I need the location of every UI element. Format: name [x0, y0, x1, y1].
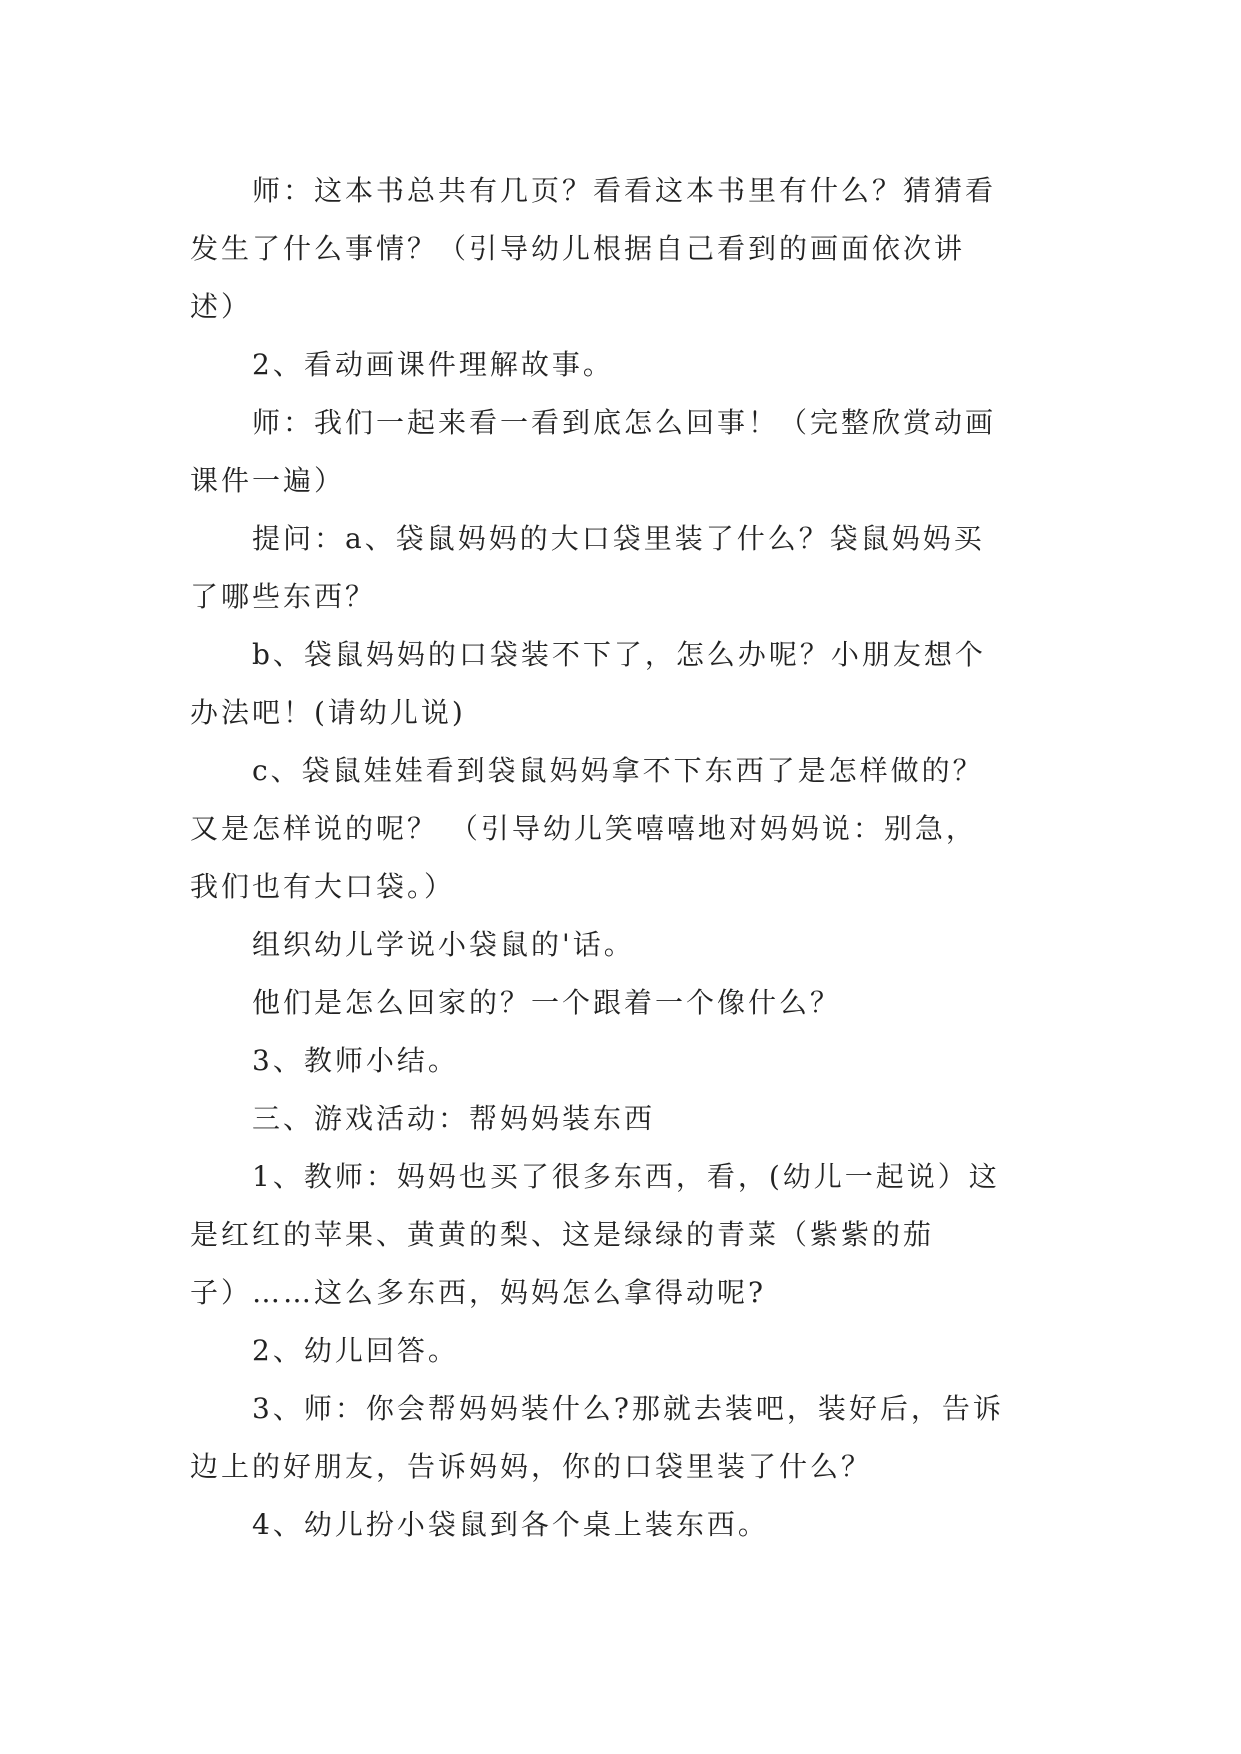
paragraph	[190, 974, 1052, 1032]
text-line: 1、教师：妈妈也买了很多东西，看，(幼儿一起说）这	[252, 1160, 1000, 1193]
text-line: 是红红的苹果、黄黄的梨、这是绿绿的青菜（紫紫的茄	[190, 1218, 935, 1251]
text-line: 4、幼儿扮小袋鼠到各个桌上装东西。	[252, 1508, 769, 1541]
text-line: 课件一遍）	[190, 464, 346, 497]
text-line: 发生了什么事情？（引导幼儿根据自己看到的画面依次讲	[190, 232, 966, 265]
text-line: b、袋鼠妈妈的口袋装不下了，怎么办呢？小朋友想个	[252, 638, 986, 671]
text-line: 师：这本书总共有几页？看看这本书里有什么？猜猜看	[252, 174, 997, 207]
text-line: 他们是怎么回家的？一个跟着一个像什么？	[252, 986, 842, 1019]
text-line: 3、师：你会帮妈妈装什么?那就去装吧，装好后，告诉	[252, 1392, 1004, 1425]
text-line: 述）	[190, 290, 253, 323]
text-line: c、袋鼠娃娃看到袋鼠妈妈拿不下东西了是怎样做的？	[252, 754, 984, 787]
paragraph	[190, 510, 1052, 626]
text-line: 师：我们一起来看一看到底怎么回事！（完整欣赏动画	[252, 406, 997, 439]
paragraph	[190, 626, 1052, 742]
text-line: 了哪些东西？	[190, 580, 377, 613]
paragraph	[190, 1148, 1052, 1322]
paragraph	[190, 162, 1052, 336]
text-line: 办法吧！(请幼儿说)	[190, 696, 466, 729]
paragraph	[190, 336, 1052, 394]
text-line: 三、游戏活动：帮妈妈装东西	[252, 1102, 656, 1135]
document-body	[190, 162, 1052, 1554]
text-line: 组织幼儿学说小袋鼠的'话。	[252, 928, 635, 961]
paragraph	[190, 1380, 1052, 1496]
paragraph	[190, 742, 1052, 916]
text-line: 又是怎样说的呢？ （引导幼儿笑嘻嘻地对妈妈说：别急，	[190, 812, 977, 845]
paragraph	[190, 1090, 1052, 1148]
text-line: 3、教师小结。	[252, 1044, 459, 1077]
paragraph	[190, 1322, 1052, 1380]
paragraph	[190, 394, 1052, 510]
text-line: 2、看动画课件理解故事。	[252, 348, 614, 381]
text-line: 提问：a、袋鼠妈妈的大口袋里装了什么？袋鼠妈妈买	[252, 522, 985, 555]
paragraph	[190, 916, 1052, 974]
text-line: 我们也有大口袋。）	[190, 870, 456, 903]
text-line: 2、幼儿回答。	[252, 1334, 459, 1367]
paragraph	[190, 1032, 1052, 1090]
text-line: 边上的好朋友，告诉妈妈，你的口袋里装了什么？	[190, 1450, 873, 1483]
text-line: 子）……这么多东西，妈妈怎么拿得动呢?	[190, 1276, 767, 1309]
paragraph	[190, 1496, 1052, 1554]
